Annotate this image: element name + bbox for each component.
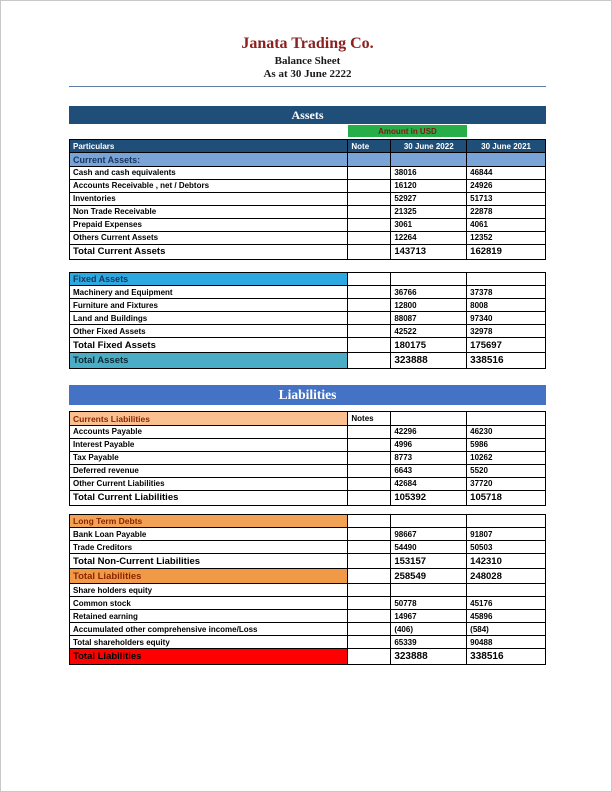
note-cell — [348, 515, 391, 529]
value-2021: 248028 — [467, 569, 546, 584]
value-2022: 50778 — [391, 597, 467, 610]
note-cell — [348, 528, 391, 541]
total-shareholders-equity-row — [70, 636, 546, 649]
note-cell — [348, 353, 391, 369]
note-cell — [348, 299, 391, 312]
liabilities-section-band: Liabilities — [69, 385, 546, 405]
value-2022: 153157 — [391, 554, 467, 569]
value-2022: 4996 — [391, 439, 467, 452]
value-2022: 98667 — [391, 528, 467, 541]
page-title: Janata Trading Co. — [241, 35, 374, 52]
section-label: Current Assets: — [70, 153, 348, 167]
table-row — [70, 465, 546, 478]
row-label: Total Assets — [70, 353, 348, 369]
value-2022: 143713 — [391, 245, 467, 260]
note-cell — [348, 623, 391, 636]
value-2022: 88087 — [391, 312, 467, 325]
row-label: Accumulated other comprehensive income/Loss — [70, 623, 348, 636]
current-liabilities-header-row — [70, 412, 546, 426]
table-header-row — [70, 140, 546, 153]
value-2021: 46844 — [467, 167, 546, 180]
table-row — [70, 452, 546, 465]
long-term-debts-header-row — [70, 515, 546, 529]
row-label: Retained earning — [70, 610, 348, 623]
col-header-30-june-2021: 30 June 2021 — [467, 140, 546, 153]
value-2022: 323888 — [391, 649, 467, 665]
row-label: Interest Payable — [70, 439, 348, 452]
value-2021: 90488 — [467, 636, 546, 649]
col-header-note: Note — [348, 140, 391, 153]
note-cell — [348, 597, 391, 610]
value-2021: 91807 — [467, 528, 546, 541]
section-label: Share holders equity — [70, 584, 348, 597]
value-cell-2021 — [467, 412, 546, 426]
col-header-30-june-2022: 30 June 2022 — [391, 140, 467, 153]
value-2021: 105718 — [467, 491, 546, 506]
row-label: Machinery and Equipment — [70, 286, 348, 299]
value-2022: 180175 — [391, 338, 467, 353]
report-subtitle: Balance Sheet — [274, 55, 341, 68]
value-2021: 5986 — [467, 439, 546, 452]
value-cell-2022 — [391, 273, 467, 287]
value-2021: (584) — [467, 623, 546, 636]
amount-in-usd-band: Amount in USD — [348, 125, 467, 137]
value-2022: 38016 — [391, 167, 467, 180]
note-cell — [348, 541, 391, 554]
value-2022: 52927 — [391, 193, 467, 206]
value-2021: 45896 — [467, 610, 546, 623]
heading-divider — [69, 86, 546, 87]
row-label: Total Liabilities — [70, 569, 348, 584]
note-cell — [348, 232, 391, 245]
row-label: Trade Creditors — [70, 541, 348, 554]
row-label: Others Current Assets — [70, 232, 348, 245]
value-2022: 12800 — [391, 299, 467, 312]
note-cell — [348, 478, 391, 491]
note-cell — [348, 584, 391, 597]
value-2022: 323888 — [391, 353, 467, 369]
section-label: Fixed Assets — [70, 273, 348, 287]
note-cell — [348, 167, 391, 180]
total-non-current-liabilities-row — [70, 554, 546, 569]
note-cell — [348, 452, 391, 465]
section-label: Long Term Debts — [70, 515, 348, 529]
notes-header-cell: Notes — [348, 412, 391, 426]
value-2021: 162819 — [467, 245, 546, 260]
note-cell — [348, 206, 391, 219]
note-cell — [348, 491, 391, 506]
value-2022: 42684 — [391, 478, 467, 491]
row-label: Total Fixed Assets — [70, 338, 348, 353]
value-2021: 50503 — [467, 541, 546, 554]
total-current-liabilities-row — [70, 491, 546, 506]
value-cell-2022 — [391, 584, 467, 597]
value-2021: 175697 — [467, 338, 546, 353]
row-label: Cash and cash equivalents — [70, 167, 348, 180]
value-cell-2021 — [467, 584, 546, 597]
row-label: Non Trade Receivable — [70, 206, 348, 219]
row-label: Total Current Assets — [70, 245, 348, 260]
value-2022: 54490 — [391, 541, 467, 554]
note-cell — [348, 426, 391, 439]
current-liabilities-table — [69, 411, 546, 506]
value-2022: 42522 — [391, 325, 467, 338]
spacer — [69, 506, 546, 514]
row-label: Prepaid Expenses — [70, 219, 348, 232]
row-label: Accounts Receivable , net / Debtors — [70, 180, 348, 193]
value-2022: (406) — [391, 623, 467, 636]
note-cell — [348, 569, 391, 584]
value-2022: 36766 — [391, 286, 467, 299]
note-cell — [348, 465, 391, 478]
row-label: Bank Loan Payable — [70, 528, 348, 541]
total-liabilities-mid-row — [70, 569, 546, 584]
total-liabilities-final-row — [70, 649, 546, 665]
value-2022: 258549 — [391, 569, 467, 584]
value-2022: 105392 — [391, 491, 467, 506]
table-row — [70, 299, 546, 312]
value-2022: 6643 — [391, 465, 467, 478]
value-2021: 24926 — [467, 180, 546, 193]
note-cell — [348, 338, 391, 353]
note-cell — [348, 193, 391, 206]
table-row — [70, 623, 546, 636]
assets-section-band: Assets — [69, 106, 546, 124]
table-row — [70, 439, 546, 452]
value-2021: 37720 — [467, 478, 546, 491]
shareholders-equity-header-row — [70, 584, 546, 597]
value-cell-2021 — [467, 153, 546, 167]
value-2021: 142310 — [467, 554, 546, 569]
value-cell-2021 — [467, 515, 546, 529]
row-label: Land and Buildings — [70, 312, 348, 325]
note-cell — [348, 554, 391, 569]
value-2021: 37378 — [467, 286, 546, 299]
value-2021: 12352 — [467, 232, 546, 245]
table-row — [70, 180, 546, 193]
row-label: Total Liabilities — [70, 649, 348, 665]
table-row — [70, 232, 546, 245]
table-row — [70, 478, 546, 491]
note-cell — [348, 286, 391, 299]
row-label: Other Current Liabilities — [70, 478, 348, 491]
value-2022: 14967 — [391, 610, 467, 623]
table-row — [70, 206, 546, 219]
note-cell — [348, 245, 391, 260]
value-2021: 51713 — [467, 193, 546, 206]
value-cell-2022 — [391, 515, 467, 529]
table-row — [70, 597, 546, 610]
value-2021: 22878 — [467, 206, 546, 219]
value-2022: 65339 — [391, 636, 467, 649]
table-row — [70, 167, 546, 180]
current-assets-header-row — [70, 153, 546, 167]
report-date-line: As at 30 June 2222 — [263, 68, 352, 81]
row-label: Inventories — [70, 193, 348, 206]
value-2021: 338516 — [467, 649, 546, 665]
total-current-assets-row — [70, 245, 546, 260]
note-cell — [348, 439, 391, 452]
value-2022: 8773 — [391, 452, 467, 465]
spacer — [69, 260, 546, 272]
value-2021: 97340 — [467, 312, 546, 325]
note-cell — [348, 636, 391, 649]
section-label: Currents Liabilities — [70, 412, 348, 426]
row-label: Common stock — [70, 597, 348, 610]
note-cell — [348, 273, 391, 287]
value-2022: 12264 — [391, 232, 467, 245]
table-row — [70, 528, 546, 541]
value-2022: 42296 — [391, 426, 467, 439]
total-fixed-assets-row — [70, 338, 546, 353]
value-2021: 10262 — [467, 452, 546, 465]
row-label: Total Non-Current Liabilities — [70, 554, 348, 569]
total-assets-row — [70, 353, 546, 369]
row-label: Total shareholders equity — [70, 636, 348, 649]
value-2021: 338516 — [467, 353, 546, 369]
row-label: Deferred revenue — [70, 465, 348, 478]
value-2022: 3061 — [391, 219, 467, 232]
value-2022: 16120 — [391, 180, 467, 193]
value-2021: 32978 — [467, 325, 546, 338]
note-cell — [348, 649, 391, 665]
value-2021: 8008 — [467, 299, 546, 312]
sheet-body — [69, 35, 546, 665]
table-row — [70, 312, 546, 325]
table-row — [70, 193, 546, 206]
note-cell — [348, 153, 391, 167]
row-label: Furniture and Fixtures — [70, 299, 348, 312]
table-row — [70, 610, 546, 623]
table-row — [70, 219, 546, 232]
row-label: Total Current Liabilities — [70, 491, 348, 506]
table-row — [70, 286, 546, 299]
fixed-assets-header-row — [70, 273, 546, 287]
table-row — [70, 325, 546, 338]
note-cell — [348, 325, 391, 338]
value-2021: 5520 — [467, 465, 546, 478]
value-cell-2022 — [391, 412, 467, 426]
table-row — [70, 426, 546, 439]
note-cell — [348, 219, 391, 232]
value-2021: 45176 — [467, 597, 546, 610]
note-cell — [348, 312, 391, 325]
value-cell-2022 — [391, 153, 467, 167]
long-term-debts-table — [69, 514, 546, 666]
row-label: Tax Payable — [70, 452, 348, 465]
value-cell-2021 — [467, 273, 546, 287]
value-2022: 21325 — [391, 206, 467, 219]
value-2021: 46230 — [467, 426, 546, 439]
row-label: Accounts Payable — [70, 426, 348, 439]
note-cell — [348, 180, 391, 193]
fixed-assets-table — [69, 272, 546, 370]
table-row — [70, 541, 546, 554]
row-label: Other Fixed Assets — [70, 325, 348, 338]
value-2021: 4061 — [467, 219, 546, 232]
assets-current-table — [69, 139, 546, 260]
col-header-particulars: Particulars — [70, 140, 348, 153]
note-cell — [348, 610, 391, 623]
